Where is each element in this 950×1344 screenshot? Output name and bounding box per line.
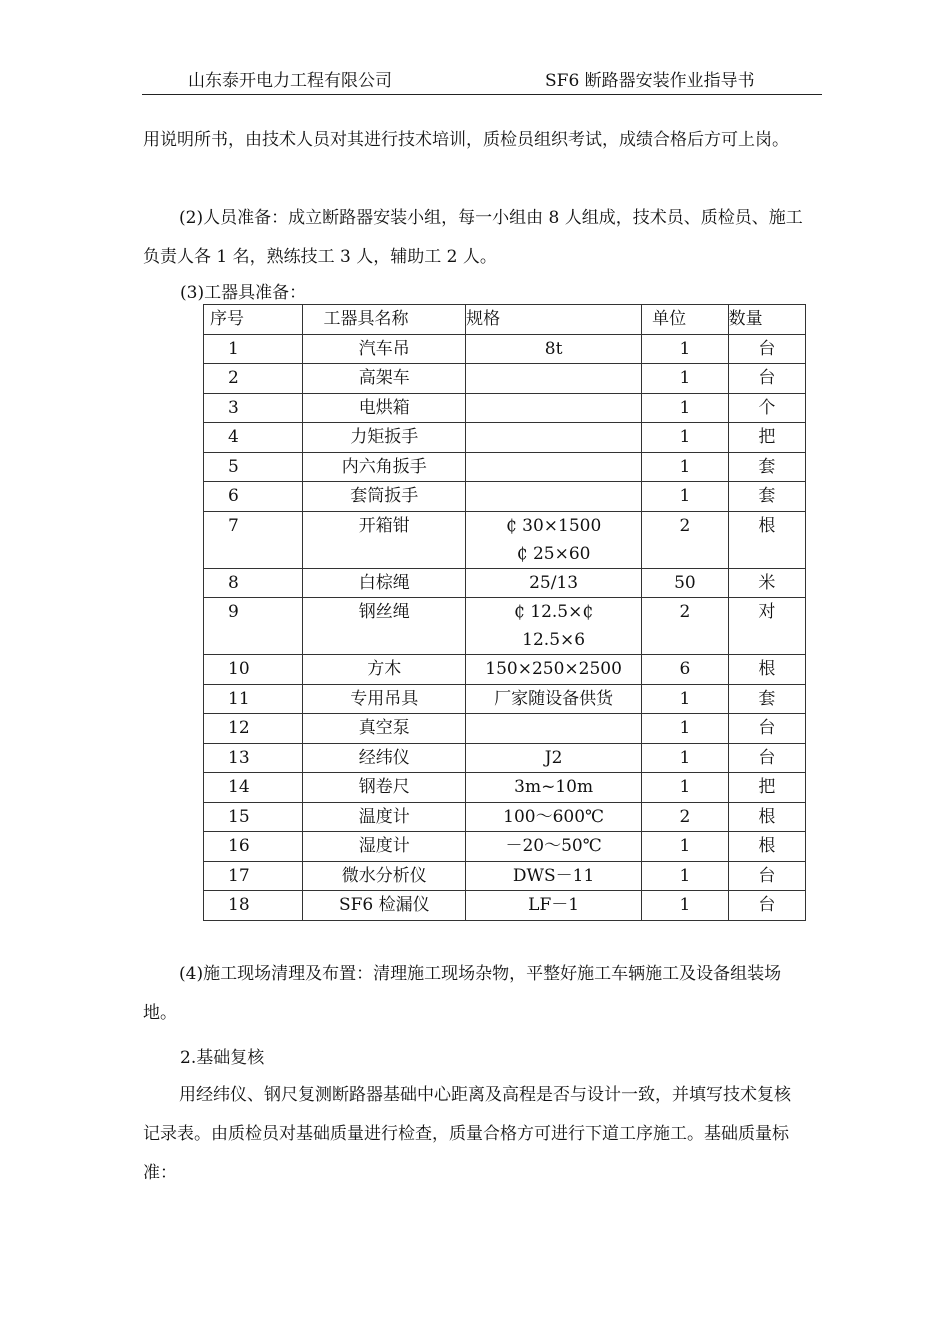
cell-no: 7	[204, 511, 303, 568]
paragraph-site-cleanup: (4)施工现场清理及布置：清理施工现场杂物，平整好施工车辆施工及设备组装场地。	[143, 964, 782, 1023]
cell-unit: 1	[642, 423, 728, 453]
cell-spec	[466, 598, 642, 655]
spec-line: －20～50℃	[505, 836, 602, 856]
cell-qty: 台	[728, 334, 805, 364]
cell-name: 专用吊具	[303, 684, 466, 714]
cell-spec	[466, 334, 642, 364]
table-header-row	[204, 305, 806, 335]
spec-line: 8t	[544, 338, 563, 359]
cell-spec	[466, 482, 642, 512]
cell-name: 真空泵	[303, 714, 466, 744]
table-row	[204, 684, 806, 714]
cell-unit: 1	[642, 773, 728, 803]
spec-line: ₵ 30×1500	[505, 515, 602, 536]
spec-line: 3m~10m	[514, 777, 594, 797]
paragraph-personnel: (2)人员准备：成立断路器安装小组，每一小组由 8 人组成，技术员、质检员、施工负责人各 1 名，熟练技工 3 人，辅助工 2 人。	[143, 208, 803, 267]
cell-no: 8	[204, 568, 303, 598]
cell-spec	[466, 891, 642, 921]
cell-unit: 2	[642, 598, 728, 655]
header-no: 序号	[204, 305, 303, 335]
cell-name: 力矩扳手	[303, 423, 466, 453]
paragraph-training: 用说明所书，由技术人员对其进行技术培训，质检员组织考试，成绩合格后方可上岗。	[143, 130, 789, 150]
table-row	[204, 598, 806, 655]
cell-unit: 6	[642, 655, 728, 685]
header-doc-title: SF6 断路器安装作业指导书	[545, 71, 755, 91]
cell-spec	[466, 511, 642, 568]
table-row	[204, 743, 806, 773]
section-heading-foundation: 2.基础复核	[180, 1048, 265, 1068]
cell-qty: 套	[728, 482, 805, 512]
table-row	[204, 511, 806, 568]
spec-line: DWS－11	[512, 865, 595, 886]
cell-qty: 把	[728, 773, 805, 803]
cell-spec	[466, 714, 642, 744]
cell-unit: 2	[642, 802, 728, 832]
spec-line: ₵ 12.5×₵	[514, 602, 594, 622]
cell-qty: 把	[728, 423, 805, 453]
cell-spec	[466, 802, 642, 832]
cell-qty: 台	[728, 714, 805, 744]
table-row	[204, 482, 806, 512]
cell-qty: 根	[728, 802, 805, 832]
header-divider	[142, 94, 822, 95]
tools-table-body	[204, 334, 806, 920]
cell-qty: 对	[728, 598, 805, 655]
cell-qty: 个	[728, 393, 805, 423]
spec-line: 厂家随设备供货	[494, 688, 614, 709]
cell-name: 湿度计	[303, 832, 466, 862]
cell-name: 白棕绳	[303, 568, 466, 598]
cell-unit: 1	[642, 743, 728, 773]
cell-no: 17	[204, 861, 303, 891]
cell-no: 13	[204, 743, 303, 773]
cell-unit: 1	[642, 832, 728, 862]
table-row	[204, 423, 806, 453]
cell-spec	[466, 832, 642, 862]
cell-qty: 台	[728, 891, 805, 921]
cell-qty: 台	[728, 364, 805, 394]
cell-no: 6	[204, 482, 303, 512]
cell-spec	[466, 364, 642, 394]
cell-name: 汽车吊	[303, 334, 466, 364]
table-row	[204, 568, 806, 598]
table-row	[204, 861, 806, 891]
cell-qty: 台	[728, 861, 805, 891]
cell-no: 11	[204, 684, 303, 714]
spec-line: 100～600℃	[503, 806, 605, 827]
cell-unit: 2	[642, 511, 728, 568]
cell-name: 套筒扳手	[303, 482, 466, 512]
table-row	[204, 452, 806, 482]
cell-name: 电烘箱	[303, 393, 466, 423]
table-row	[204, 393, 806, 423]
cell-unit: 50	[642, 568, 728, 598]
table-row	[204, 655, 806, 685]
table-row	[204, 334, 806, 364]
cell-qty: 套	[728, 684, 805, 714]
cell-name: SF6 检漏仪	[303, 891, 466, 921]
cell-name: 经纬仪	[303, 743, 466, 773]
tools-table	[203, 304, 806, 921]
cell-unit: 1	[642, 891, 728, 921]
spec-line: J2	[544, 747, 563, 768]
table-row	[204, 773, 806, 803]
cell-spec	[466, 684, 642, 714]
spec-line: 150×250×2500	[485, 659, 622, 679]
table-row	[204, 714, 806, 744]
cell-qty: 套	[728, 452, 805, 482]
cell-name: 开箱钳	[303, 511, 466, 568]
cell-no: 12	[204, 714, 303, 744]
cell-name: 钢丝绳	[303, 598, 466, 655]
cell-no: 9	[204, 598, 303, 655]
cell-unit: 1	[642, 364, 728, 394]
table-row	[204, 891, 806, 921]
cell-no: 3	[204, 393, 303, 423]
cell-qty: 根	[728, 832, 805, 862]
header-unit: 单位	[642, 305, 728, 335]
cell-name: 方木	[303, 655, 466, 685]
cell-qty: 根	[728, 655, 805, 685]
cell-name: 内六角扳手	[303, 452, 466, 482]
spec-line: 12.5×6	[522, 630, 586, 650]
table-row	[204, 832, 806, 862]
cell-name: 钢卷尺	[303, 773, 466, 803]
header-name: 工器具名称	[303, 305, 466, 335]
cell-unit: 1	[642, 393, 728, 423]
paragraph-foundation-check: 用经纬仪、钢尺复测断路器基础中心距离及高程是否与设计一致，并填写技术复核记录表。由质检员对基础质量进行检查，质量合格方可进行下道工序施工。基础质量标准：	[143, 1085, 791, 1183]
cell-unit: 1	[642, 714, 728, 744]
paragraph-tools-label: (3)工器具准备：	[180, 283, 307, 303]
table-row	[204, 802, 806, 832]
cell-no: 1	[204, 334, 303, 364]
cell-unit: 1	[642, 334, 728, 364]
cell-spec	[466, 568, 642, 598]
cell-unit: 1	[642, 684, 728, 714]
cell-qty: 根	[728, 511, 805, 568]
spec-line: 25/13	[529, 572, 579, 593]
cell-spec	[466, 452, 642, 482]
cell-spec	[466, 773, 642, 803]
cell-no: 15	[204, 802, 303, 832]
cell-unit: 1	[642, 482, 728, 512]
cell-name: 微水分析仪	[303, 861, 466, 891]
cell-qty: 台	[728, 743, 805, 773]
cell-spec	[466, 393, 642, 423]
cell-spec	[466, 743, 642, 773]
cell-unit: 1	[642, 861, 728, 891]
cell-name: 高架车	[303, 364, 466, 394]
cell-spec	[466, 423, 642, 453]
cell-qty: 米	[728, 568, 805, 598]
cell-no: 10	[204, 655, 303, 685]
spec-line: ₵ 25×60	[516, 543, 591, 564]
table-row	[204, 364, 806, 394]
cell-spec	[466, 861, 642, 891]
header-spec: 规格	[466, 305, 642, 335]
cell-no: 18	[204, 891, 303, 921]
cell-no: 2	[204, 364, 303, 394]
header-company: 山东泰开电力工程有限公司	[188, 71, 392, 91]
cell-unit: 1	[642, 452, 728, 482]
cell-no: 16	[204, 832, 303, 862]
cell-no: 5	[204, 452, 303, 482]
cell-name: 温度计	[303, 802, 466, 832]
spec-line: LF－1	[528, 895, 580, 915]
header-qty: 数量	[728, 305, 805, 335]
cell-no: 14	[204, 773, 303, 803]
cell-no: 4	[204, 423, 303, 453]
cell-spec	[466, 655, 642, 685]
